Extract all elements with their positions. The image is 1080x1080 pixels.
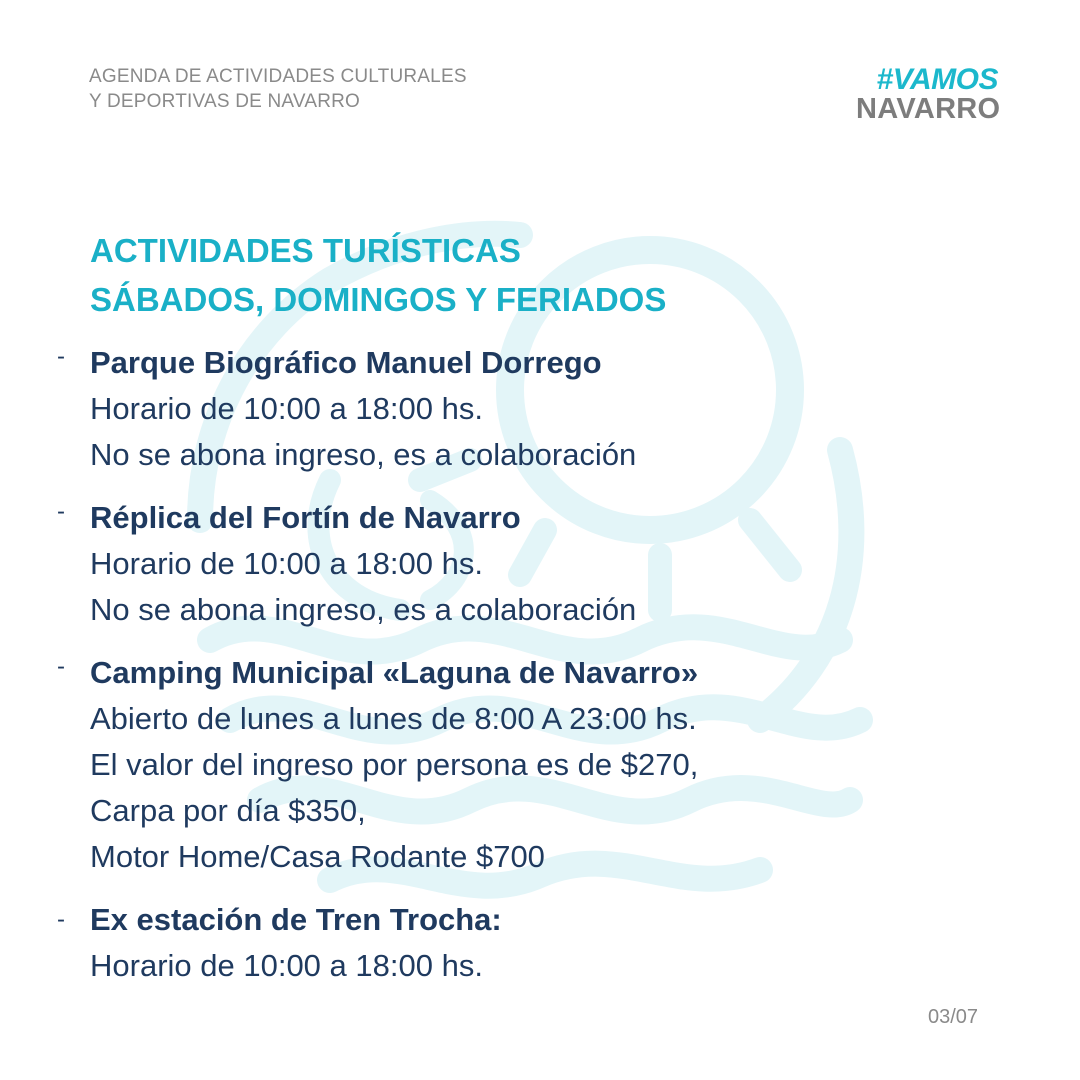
activity-item — [57, 897, 990, 989]
list-dash: - — [57, 906, 65, 933]
vamos-navarro-logo — [856, 63, 1001, 125]
activity-detail: Horario de 10:00 a 18:00 hs. — [90, 948, 483, 983]
section-title-line1: ACTIVIDADES TURÍSTICAS — [90, 232, 521, 269]
activity-detail: No se abona ingreso, es a colaboración — [90, 592, 637, 627]
agenda-header — [89, 64, 467, 114]
activity-detail: Carpa por día $350, — [90, 793, 366, 828]
list-dash: - — [57, 343, 65, 370]
activity-item — [57, 495, 990, 633]
activity-item — [57, 340, 990, 478]
activity-list — [57, 340, 990, 1006]
page-number: 03/07 — [928, 1006, 979, 1028]
agenda-header-line1: AGENDA DE ACTIVIDADES CULTURALES — [89, 66, 467, 87]
activity-title: Ex estación de Tren Trocha: — [90, 902, 502, 937]
activity-title: Parque Biográfico Manuel Dorrego — [90, 345, 602, 380]
activity-detail: Abierto de lunes a lunes de 8:00 A 23:00 hs. — [90, 701, 697, 736]
agenda-header-line2: Y DEPORTIVAS DE NAVARRO — [89, 91, 361, 112]
activity-item — [57, 650, 990, 880]
activity-title: Camping Municipal «Laguna de Navarro» — [90, 655, 699, 690]
logo-navarro: NAVARRO — [856, 93, 1001, 125]
activity-detail: El valor del ingreso por persona es de $270, — [90, 747, 699, 782]
list-dash: - — [57, 498, 65, 525]
activity-detail: Horario de 10:00 a 18:00 hs. — [90, 546, 483, 581]
list-dash: - — [57, 653, 65, 680]
activity-title: Réplica del Fortín de Navarro — [90, 500, 521, 535]
section-title — [90, 226, 666, 324]
activity-detail: Horario de 10:00 a 18:00 hs. — [90, 391, 483, 426]
activity-detail: Motor Home/Casa Rodante $700 — [90, 839, 545, 874]
section-title-line2: SÁBADOS, DOMINGOS Y FERIADOS — [90, 281, 667, 318]
activity-detail: No se abona ingreso, es a colaboración — [90, 437, 637, 472]
logo-hashtag: #VAMOS — [876, 63, 998, 96]
